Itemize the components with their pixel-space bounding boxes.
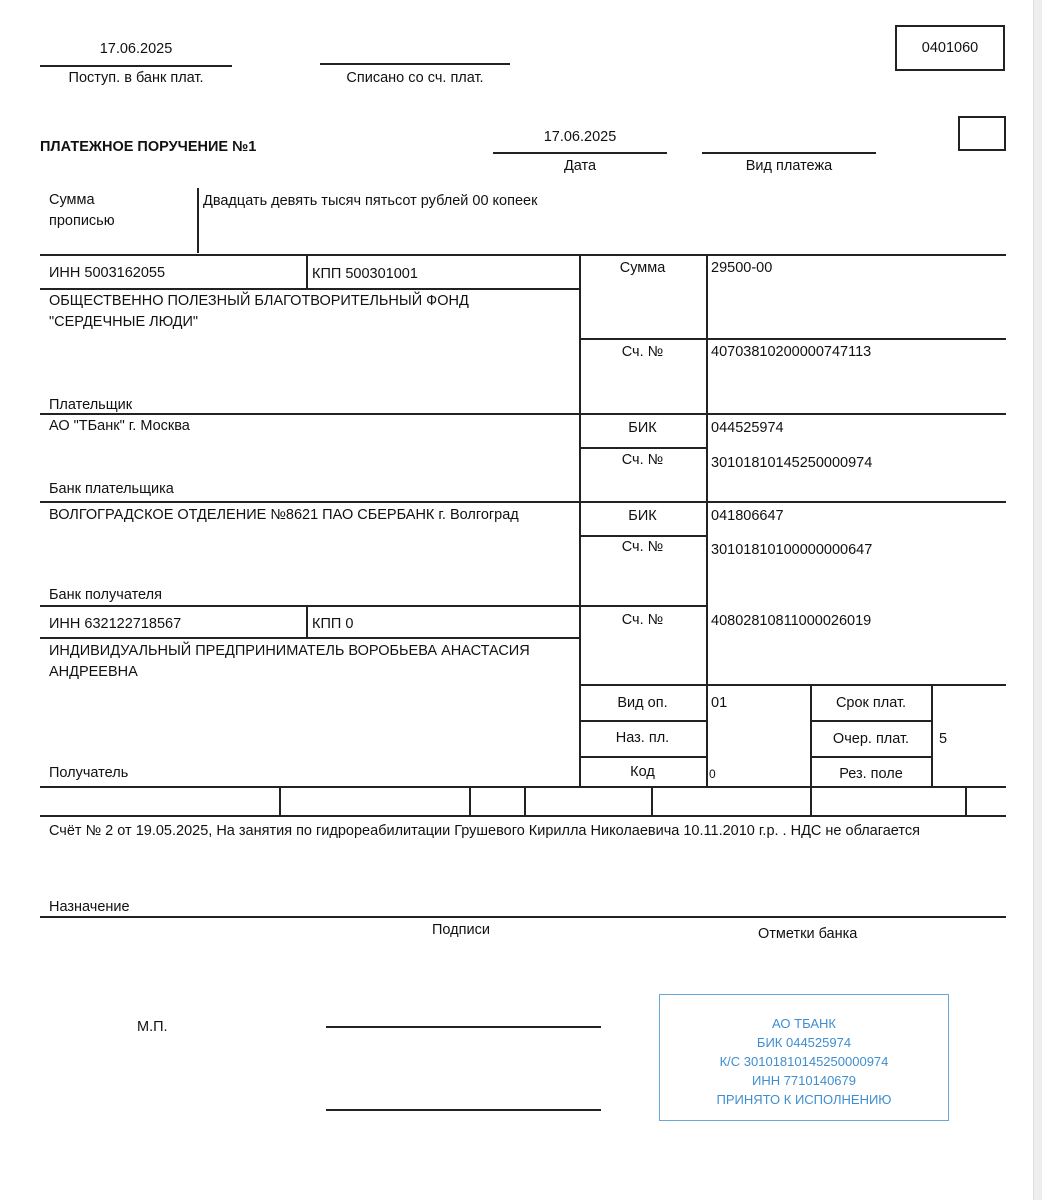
bank-stamp-line-1: АО ТБАНК: [772, 1016, 836, 1031]
payee-bank-bik: 041806647: [711, 508, 784, 524]
bank-stamp-line-4: ИНН 7710140679: [751, 1073, 857, 1088]
grid-line: [579, 756, 706, 758]
amount-words-value: Двадцать девять тысяч пятьсот рублей 00 копеек: [203, 193, 538, 209]
grid-line: [810, 786, 812, 815]
due-label: Срок плат.: [835, 695, 907, 711]
bank-stamp-line-3: К/С 30101810145250000974: [719, 1054, 889, 1069]
grid-line: [40, 254, 1006, 256]
order-date-line: [493, 152, 667, 154]
op-type-value: 01: [711, 695, 728, 711]
payer-bank-name: АО "ТБанк" г. Москва: [49, 418, 190, 434]
received-label: Поступ. в банк плат.: [68, 70, 204, 86]
grid-line: [651, 786, 653, 815]
purpose-code-label: Наз. пл.: [615, 730, 670, 746]
code-label: Код: [630, 764, 655, 780]
payer-bank-acc-label: Сч. №: [621, 452, 664, 468]
grid-line: [40, 637, 579, 639]
payer-bank-bik-label: БИК: [628, 420, 657, 436]
purpose-label: Назначение: [49, 899, 130, 915]
reserve-label: Рез. поле: [839, 766, 903, 782]
payer-account-value: 40703810200000747113: [711, 344, 872, 360]
payee-bank-acc: 30101810100000000647: [711, 542, 873, 558]
signatures-label: Подписи: [432, 922, 490, 938]
page-edge: [1033, 0, 1042, 1200]
grid-line: [931, 684, 933, 786]
payee-acc: 40802810811000026019: [711, 613, 872, 629]
payer-bank-bik: 044525974: [711, 420, 784, 436]
debited-label: Списано со сч. плат.: [346, 70, 484, 86]
priority-value: 5: [939, 731, 948, 747]
grid-line: [279, 786, 281, 815]
signature-line-1: [326, 1026, 601, 1028]
payment-stage-box: [958, 116, 1006, 151]
payer-bank-label: Банк плательщика: [49, 481, 174, 497]
signature-line-2: [326, 1109, 601, 1111]
op-type-label: Вид оп.: [617, 695, 668, 711]
order-title: ПЛАТЕЖНОЕ ПОРУЧЕНИЕ №1: [40, 139, 257, 155]
amount-words-divider: [197, 188, 199, 253]
grid-line: [40, 605, 706, 607]
grid-line: [40, 815, 1006, 817]
payer-label: Плательщик: [49, 397, 133, 413]
grid-line: [810, 756, 932, 758]
bank-stamp-line-5: ПРИНЯТО К ИСПОЛНЕНИЮ: [716, 1092, 892, 1107]
grid-line: [579, 338, 1006, 340]
form-code: 0401060: [921, 40, 979, 56]
amount-label: Сумма: [619, 260, 666, 276]
payment-type-line: [702, 152, 876, 154]
payer-name-1: ОБЩЕСТВЕННО ПОЛЕЗНЫЙ БЛАГОТВОРИТЕЛЬНЫЙ ФОНД: [49, 293, 469, 309]
debited-date-line: [320, 63, 510, 65]
payee-acc-label: Сч. №: [621, 612, 664, 628]
payer-name-2: "СЕРДЕЧНЫЕ ЛЮДИ": [49, 314, 199, 330]
grid-line: [579, 447, 706, 449]
stamp-place-label: М.П.: [137, 1019, 168, 1035]
grid-line: [579, 535, 706, 537]
code-value: 0: [709, 767, 716, 781]
payee-bank-bik-label: БИК: [628, 508, 657, 524]
payee-label: Получатель: [49, 765, 129, 781]
grid-line: [40, 288, 579, 290]
received-date-line: [40, 65, 232, 67]
payment-type-label: Вид платежа: [745, 158, 833, 174]
purpose-text: Счёт № 2 от 19.05.2025, На занятия по гидрореабилитации Грушевого Кирилла Николаевича 10.11.2010 г.р. . НДС не облагается: [49, 823, 920, 839]
bank-stamp: [659, 994, 949, 1121]
grid-line: [524, 786, 526, 815]
priority-label: Очер. плат.: [832, 731, 910, 747]
purpose-line: [40, 916, 1006, 918]
grid-line: [965, 786, 967, 815]
order-date: 17.06.2025: [543, 129, 617, 145]
amount-words-label-1: Сумма: [49, 192, 95, 208]
received-date: 17.06.2025: [99, 41, 173, 57]
bank-stamp-line-2: БИК 044525974: [756, 1035, 852, 1050]
grid-line: [40, 501, 1006, 503]
grid-line: [40, 786, 1006, 788]
amount-words-label-2: прописью: [49, 213, 115, 229]
bank-marks-label: Отметки банка: [758, 926, 858, 942]
payee-bank-name: ВОЛГОГРАДСКОЕ ОТДЕЛЕНИЕ №8621 ПАО СБЕРБАНК г. Волгоград: [49, 507, 519, 523]
amount-value: 29500-00: [711, 260, 773, 276]
grid-line: [306, 605, 308, 637]
payee-bank-label: Банк получателя: [49, 587, 162, 603]
payee-bank-acc-label: Сч. №: [621, 539, 664, 555]
grid-line: [40, 413, 1006, 415]
payer-inn: ИНН 5003162055: [49, 265, 166, 281]
grid-line: [306, 254, 308, 288]
order-date-label: Дата: [563, 158, 597, 174]
grid-line: [706, 254, 708, 786]
payee-name-2: АНДРЕЕВНА: [49, 664, 138, 680]
grid-line: [810, 720, 932, 722]
payee-kpp: КПП 0: [312, 616, 354, 632]
payer-bank-acc: 30101810145250000974: [711, 455, 873, 471]
grid-line: [469, 786, 471, 815]
payer-kpp: КПП 500301001: [312, 266, 418, 282]
payee-name-1: ИНДИВИДУАЛЬНЫЙ ПРЕДПРИНИМАТЕЛЬ ВОРОБЬЕВА АНАСТАСИЯ: [49, 643, 530, 659]
grid-line: [579, 720, 706, 722]
grid-line: [579, 684, 1006, 686]
payee-inn: ИНН 632122718567: [49, 616, 182, 632]
payer-account-label: Сч. №: [621, 344, 664, 360]
